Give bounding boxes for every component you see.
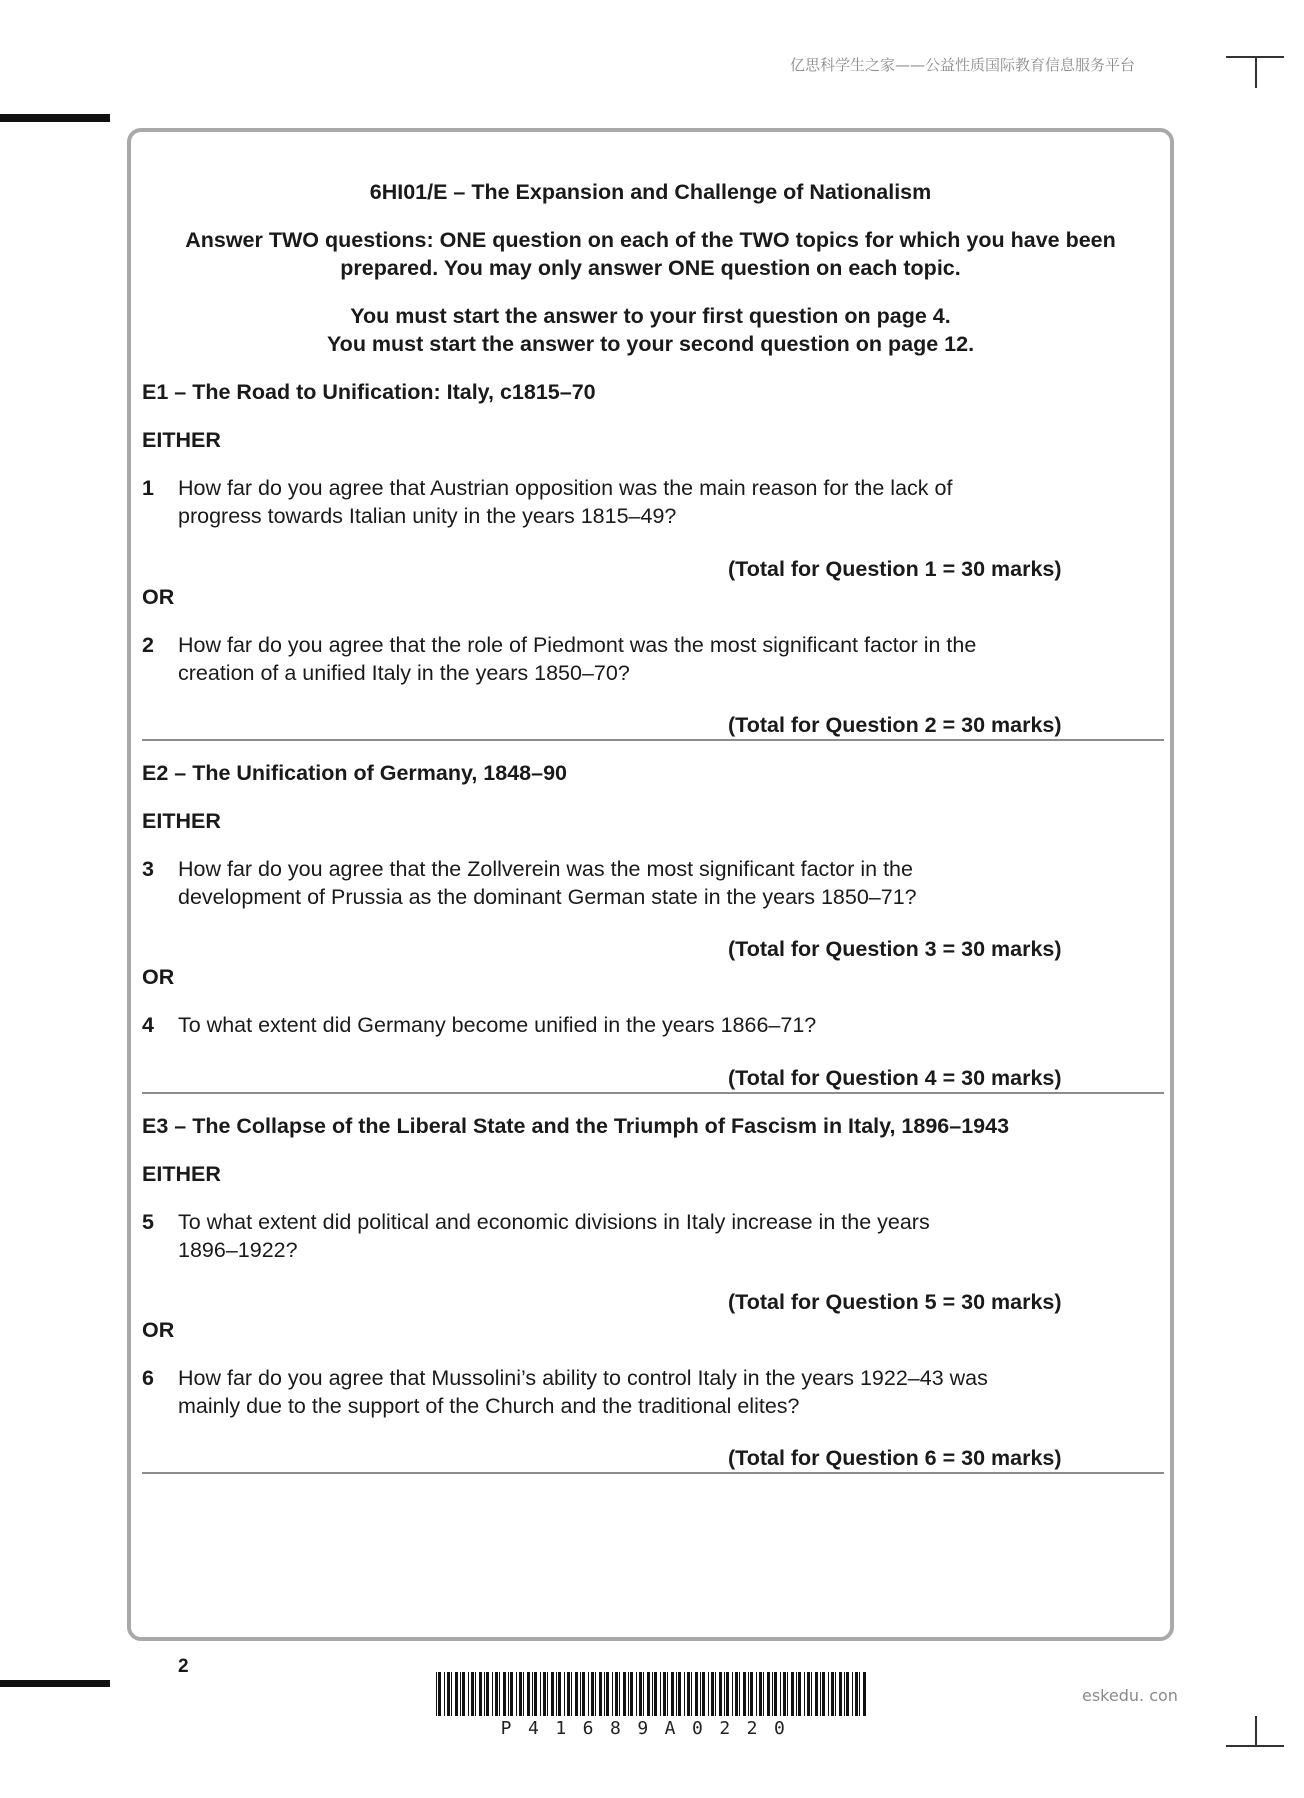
section-heading-e3: E3 – The Collapse of the Liberal State and the Triumph of Fascism in Italy, 1896–1943 (142, 1114, 1010, 1138)
either-label: EITHER (142, 428, 221, 452)
barcode-bar (763, 1672, 764, 1716)
barcode-bar (532, 1672, 533, 1716)
or-label: OR (142, 1318, 175, 1342)
barcode-bar (643, 1672, 644, 1716)
barcode-bar (815, 1672, 818, 1716)
either-label: EITHER (142, 809, 221, 833)
question-text-line: To what extent did political and economic divisions in Italy increase in the years (178, 1210, 930, 1234)
barcode-bar (486, 1672, 489, 1716)
barcode-bar (756, 1672, 757, 1716)
barcode-bar (750, 1672, 753, 1716)
margin-bar-top (0, 114, 110, 122)
barcode-bar (807, 1672, 810, 1716)
barcode-bar (852, 1672, 853, 1716)
barcode-bar (447, 1672, 450, 1716)
section-divider (142, 1092, 1164, 1094)
barcode-bar (791, 1672, 794, 1716)
barcode-bar (468, 1672, 469, 1716)
barcode-bar (564, 1672, 565, 1716)
barcode-bar (844, 1672, 845, 1716)
barcode-bar (787, 1672, 788, 1716)
barcode-bar (471, 1672, 474, 1716)
barcode-bar (527, 1672, 530, 1716)
barcode-bar (724, 1672, 725, 1716)
barcode-bar (828, 1672, 829, 1716)
barcode-bar (708, 1672, 709, 1716)
barcode-bar (711, 1672, 714, 1716)
barcode-bar (654, 1672, 657, 1716)
barcode-bar (863, 1672, 866, 1716)
or-label: OR (142, 585, 175, 609)
question-text-line: How far do you agree that Mussolini’s ability to control Italy in the years 1922–43 was (178, 1366, 988, 1390)
barcode-bar (652, 1672, 653, 1716)
barcode-bar (523, 1672, 524, 1716)
instruction-line-1: Answer TWO questions: ONE question on each of the TWO topics for which you have been (185, 228, 1116, 252)
barcode-bar (855, 1672, 858, 1716)
barcode-bar (484, 1672, 485, 1716)
barcode-bar (859, 1672, 860, 1716)
barcode-bar (623, 1672, 626, 1716)
question-number: 3 (142, 857, 154, 881)
barcode-bar (695, 1672, 698, 1716)
barcode-bar (460, 1672, 461, 1716)
barcode-bar (719, 1672, 722, 1716)
barcode-bar (667, 1672, 668, 1716)
barcode-bar (767, 1672, 770, 1716)
barcode-bar (783, 1672, 786, 1716)
barcode-bar (702, 1672, 705, 1716)
barcode-bar (492, 1672, 493, 1716)
barcode-bar (820, 1672, 821, 1716)
barcode-bar (534, 1672, 537, 1716)
question-total-marks: (Total for Question 1 = 30 marks) (728, 557, 1062, 581)
barcode-bar (540, 1672, 541, 1716)
question-text-line: To what extent did Germany become unified in the years 1866–71? (178, 1013, 817, 1037)
question-text-line: mainly due to the support of the Church and the traditional elites? (178, 1394, 800, 1418)
barcode-bar (444, 1672, 445, 1716)
page-number: 2 (178, 1656, 189, 1677)
barcode-bar (804, 1672, 805, 1716)
question-text-line: development of Prussia as the dominant German state in the years 1850–71? (178, 885, 917, 909)
barcode-bar (647, 1672, 650, 1716)
question-total-marks: (Total for Question 3 = 30 marks) (728, 937, 1062, 961)
barcode-bar (499, 1672, 500, 1716)
paper-title: 6HI01/E – The Expansion and Challenge of Nationalism (369, 180, 932, 204)
barcode-bar (580, 1672, 581, 1716)
barcode-bar (451, 1672, 452, 1716)
crop-mark-top-vertical (1255, 56, 1257, 88)
barcode-bar (739, 1672, 740, 1716)
question-text-line: progress towards Italian unity in the years 1815–49? (178, 504, 677, 528)
barcode-bar (748, 1672, 749, 1716)
barcode-bar (462, 1672, 465, 1716)
barcode-bar (759, 1672, 762, 1716)
barcode-bar (571, 1672, 572, 1716)
barcode-bar (811, 1672, 812, 1716)
barcode-bar (455, 1672, 458, 1716)
question-total-marks: (Total for Question 6 = 30 marks) (728, 1446, 1062, 1470)
instruction-line-2: prepared. You may only answer ONE question on each topic. (340, 256, 961, 280)
barcode-bar (575, 1672, 578, 1716)
barcode-bar (700, 1672, 701, 1716)
question-number: 4 (142, 1013, 154, 1037)
barcode-bar (438, 1672, 441, 1716)
barcode-bar (678, 1672, 681, 1716)
barcode-bar (772, 1672, 773, 1716)
barcode-bar (510, 1672, 513, 1716)
barcode-bar (774, 1672, 777, 1716)
barcode-bar (726, 1672, 729, 1716)
barcode-bar (732, 1672, 733, 1716)
section-heading-e2: E2 – The Unification of Germany, 1848–90 (142, 761, 567, 785)
barcode-number: P41689A0220 (500, 1718, 802, 1739)
barcode-bar (558, 1672, 561, 1716)
either-label: EITHER (142, 1162, 221, 1186)
barcode-bar (630, 1672, 633, 1716)
barcode-bar (822, 1672, 825, 1716)
barcode-bar (835, 1672, 836, 1716)
barcode-bar (676, 1672, 677, 1716)
crop-mark-bottom-vertical (1255, 1716, 1257, 1746)
barcode-bar (495, 1672, 498, 1716)
barcode-bar (479, 1672, 482, 1716)
barcode-bar (547, 1672, 548, 1716)
barcode-bar (519, 1672, 522, 1716)
question-number: 6 (142, 1366, 154, 1390)
barcode-bar (615, 1672, 618, 1716)
barcode-bar (619, 1672, 620, 1716)
barcode-bar (599, 1672, 602, 1716)
barcode-bar (436, 1672, 437, 1716)
barcode-bar (735, 1672, 738, 1716)
barcode-bar (503, 1672, 506, 1716)
barcode-bar (595, 1672, 596, 1716)
barcode-bar (691, 1672, 692, 1716)
barcode-bar (475, 1672, 476, 1716)
barcode-bar (846, 1672, 849, 1716)
barcode-bar (798, 1672, 801, 1716)
question-number: 2 (142, 633, 154, 657)
barcode-bar (628, 1672, 629, 1716)
instruction-line-3: You must start the answer to your first question on page 4. (350, 304, 951, 328)
barcode-bar (604, 1672, 605, 1716)
barcode-bar (606, 1672, 609, 1716)
barcode-bar (780, 1672, 781, 1716)
barcode-bar (588, 1672, 589, 1716)
barcode-bar (839, 1672, 842, 1716)
barcode-bar (796, 1672, 797, 1716)
section-divider (142, 739, 1164, 741)
question-total-marks: (Total for Question 2 = 30 marks) (728, 713, 1062, 737)
section-heading-e1: E1 – The Road to Unification: Italy, c1815–70 (142, 380, 596, 404)
barcode-bar (743, 1672, 746, 1716)
question-text-line: creation of a unified Italy in the years 1850–70? (178, 661, 630, 685)
or-label: OR (142, 965, 175, 989)
barcode-bar (671, 1672, 674, 1716)
barcode-bar (639, 1672, 642, 1716)
barcode-bar (556, 1672, 557, 1716)
footer-watermark: eskedu. con (1082, 1686, 1178, 1705)
barcode-bar (543, 1672, 546, 1716)
barcode-bar (660, 1672, 661, 1716)
barcode-bar (508, 1672, 509, 1716)
question-total-marks: (Total for Question 5 = 30 marks) (728, 1290, 1062, 1314)
barcode-bar (663, 1672, 666, 1716)
barcode-bar (582, 1672, 585, 1716)
margin-bar-bottom (0, 1680, 110, 1687)
barcode-bar (516, 1672, 517, 1716)
barcode-bar (687, 1672, 690, 1716)
question-number: 1 (142, 476, 154, 500)
barcode-bar (591, 1672, 594, 1716)
barcode-graphic (434, 1672, 868, 1716)
barcode-bar (612, 1672, 613, 1716)
header-watermark: 亿思科学生之家——公益性质国际教育信息服务平台 (790, 56, 1136, 74)
barcode-bar (551, 1672, 554, 1716)
section-divider (142, 1472, 1164, 1474)
instruction-line-4: You must start the answer to your second question on page 12. (326, 332, 975, 356)
barcode-bar (715, 1672, 716, 1716)
barcode-bar (684, 1672, 685, 1716)
question-number: 5 (142, 1210, 154, 1234)
question-text-line: 1896–1922? (178, 1238, 298, 1262)
barcode-bar (567, 1672, 570, 1716)
question-text-line: How far do you agree that the Zollverein was the most significant factor in the (178, 857, 913, 881)
barcode-bar (831, 1672, 834, 1716)
question-text-line: How far do you agree that Austrian opposition was the main reason for the lack of (178, 476, 953, 500)
question-total-marks: (Total for Question 4 = 30 marks) (728, 1066, 1062, 1090)
question-text-line: How far do you agree that the role of Piedmont was the most significant factor in the (178, 633, 977, 657)
barcode-bar (636, 1672, 637, 1716)
